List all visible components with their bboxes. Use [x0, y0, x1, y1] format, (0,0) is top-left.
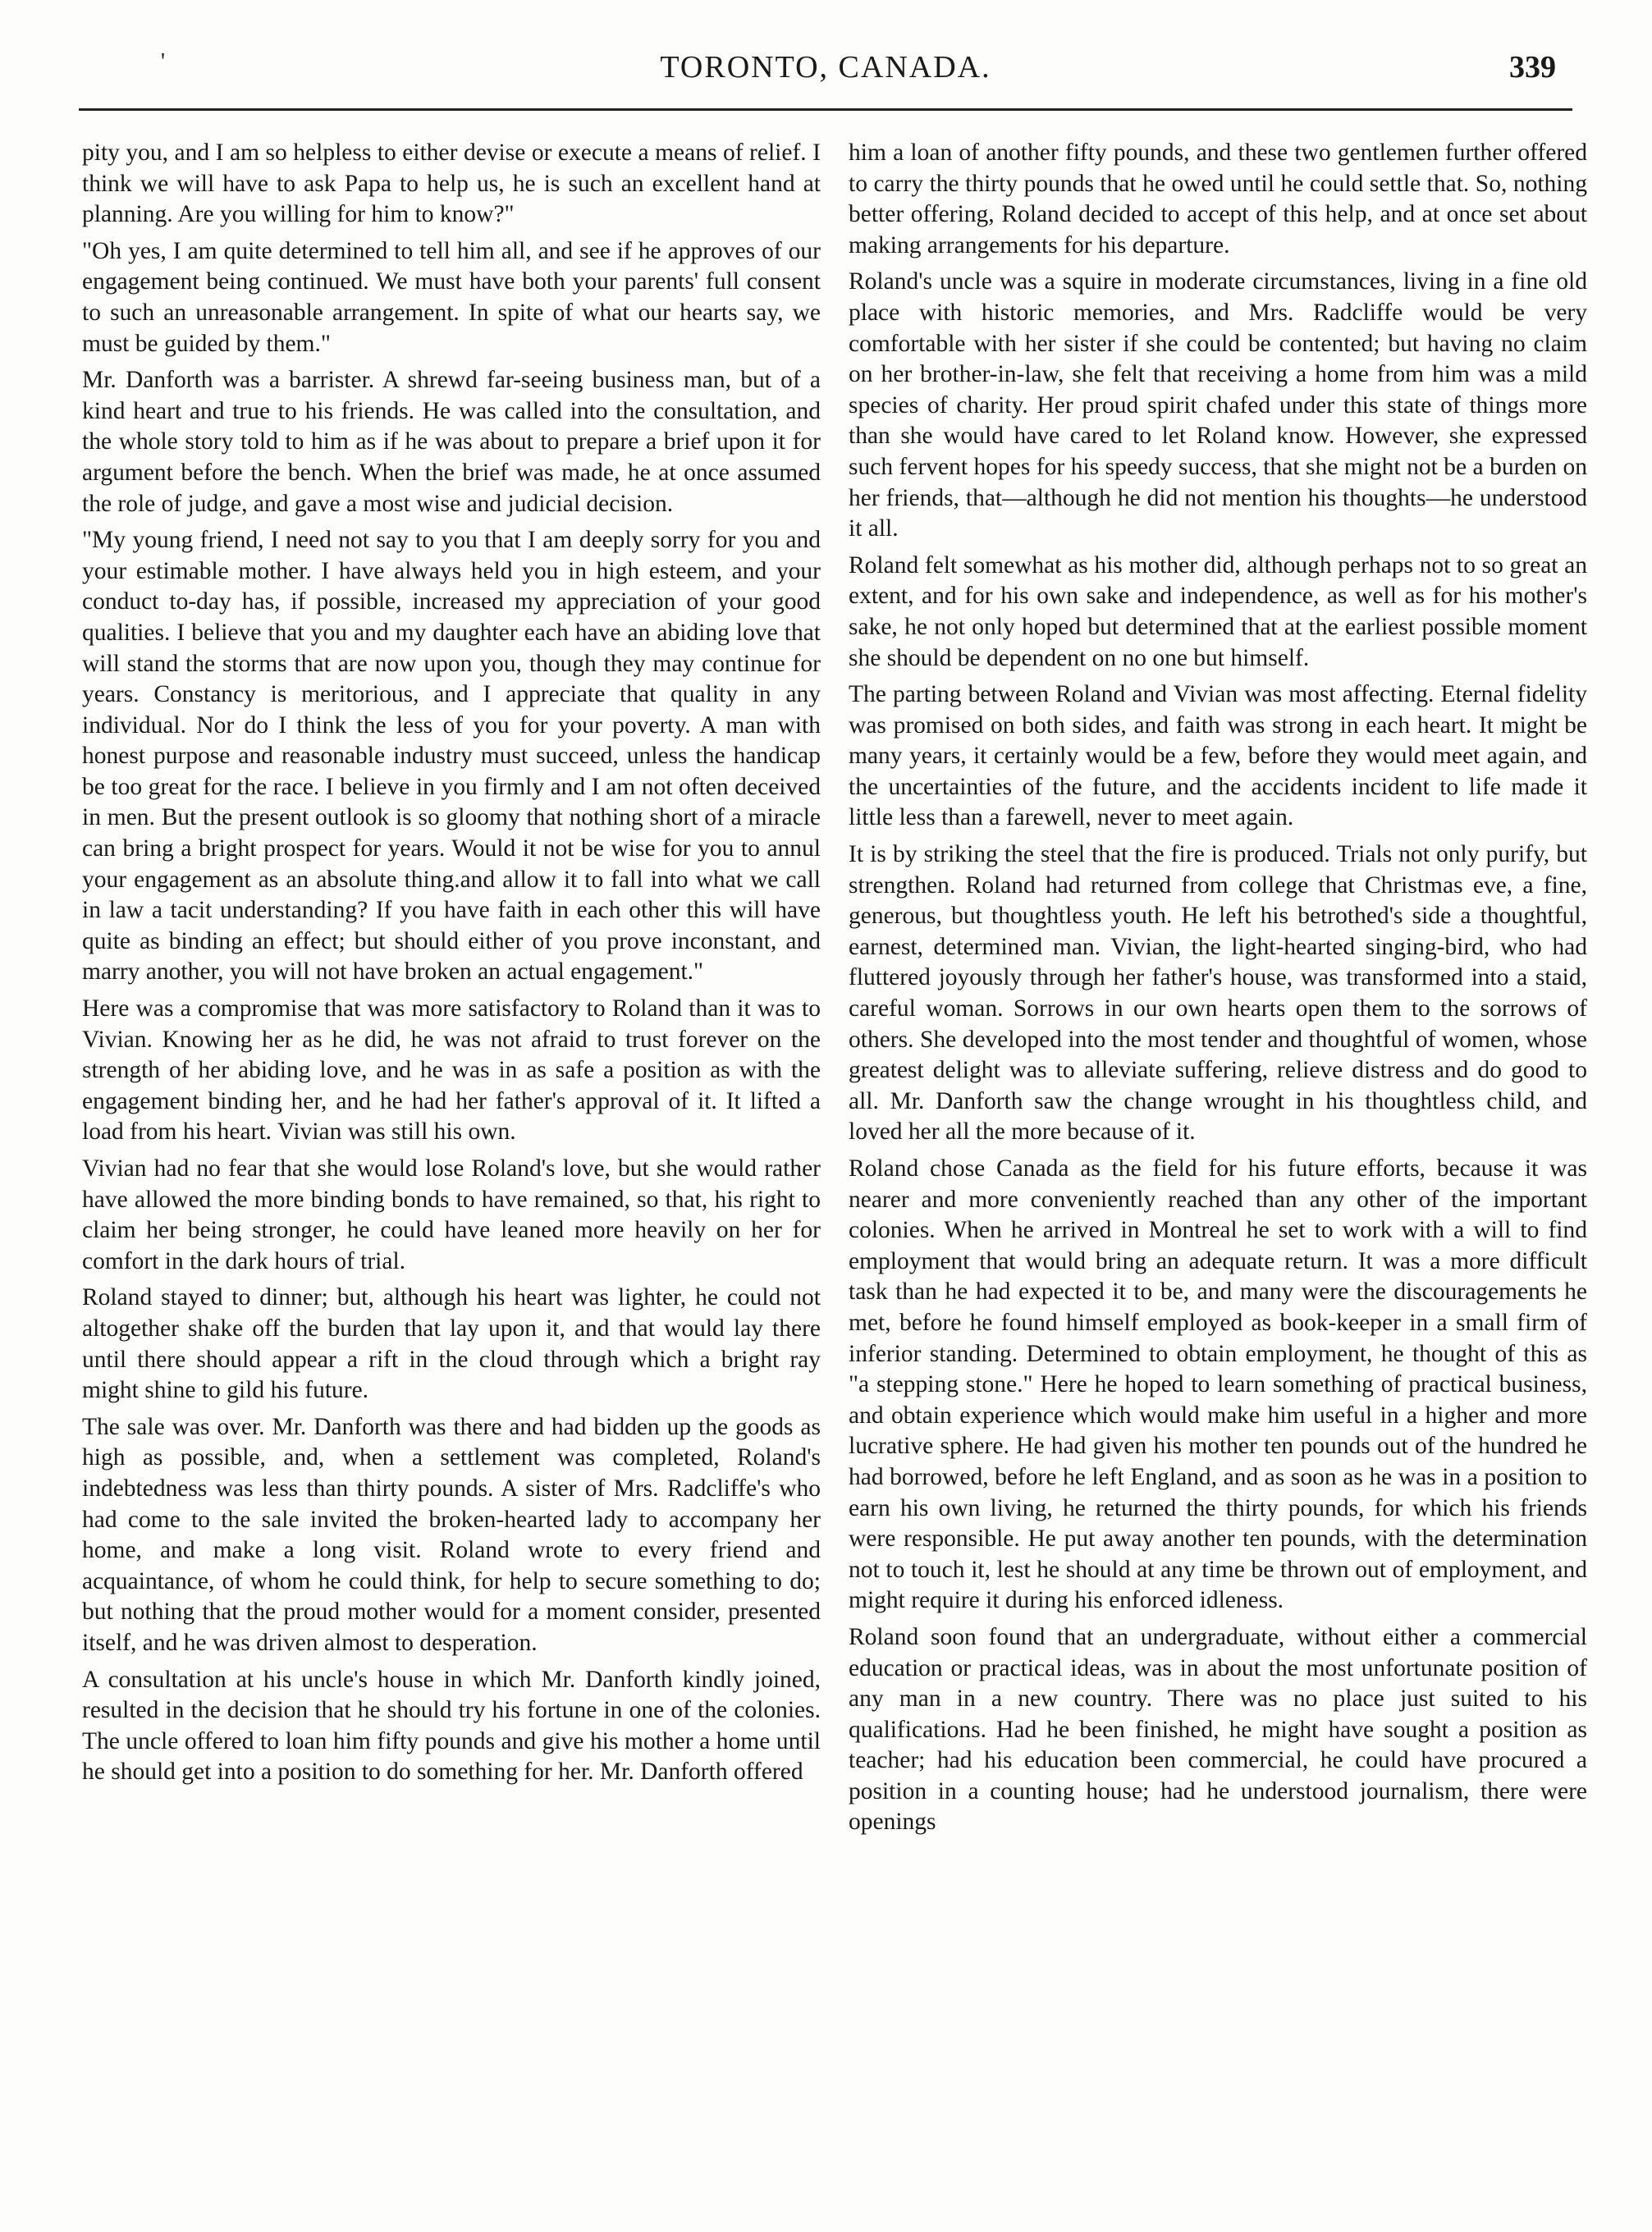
right-column	[849, 138, 1587, 1844]
paragraph: "My young friend, I need not say to you that I am deeply sorry for you and your estimable mother. I have always held you in high esteem, and your conduct to-day has, if possible, increased my appreciation of your good qualities. I believe that you and my daughter each have an abiding love that will stand the storms that are now upon you, though they may continue for years. Constancy is meritorious, and I appreciate that quality in any individual. Nor do I think the less of you for your poverty. A man with honest purpose and reasonable industry must succeed, unless the handicap be too great for the race. I believe in you firmly and I am not often deceived in men. But the present outlook is so gloomy that nothing short of a miracle can bring a bright prospect for years. Would it not be wise for you to annul your engagement as an absolute thing.and allow it to fall into what we call in law a tacit understanding? If you have faith in each other this will have quite as binding an effect; but should either of you prove inconstant, and marry another, you will not have broken an actual engagement."	[82, 527, 821, 986]
paragraph: "Oh yes, I am quite determined to tell him all, and see if he approves of our engagement being continued. We must have both your parents' full consent to such an unreasonable arrangement. In spite of what our hearts say, we must be guided by them."	[82, 237, 821, 357]
page-header	[79, 20, 1572, 111]
paragraph: The sale was over. Mr. Danforth was there and had bidden up the goods as high as possible, and, when a settlement was completed, Roland's indebtedness was less than thirty pounds. A sister of Mrs. Radcliffe's who had come to the sale invited the broken-hearted lady to accompany her home, and make a long visit. Roland wrote to every friend and acquaintance, of whom he could think, for help to secure something to do; but nothing that the proud mother would for a moment consider, presented itself, and he was driven almost to desperation.	[82, 1413, 821, 1656]
paragraph: The parting between Roland and Vivian was most affecting. Eternal fidelity was promised on both sides, and faith was strong in each heart. It might be many years, it certainly would be a few, before they would meet again, and the uncertainties of the future, and the accidents incident to life made it little less than a farewell, never to meet again.	[849, 681, 1587, 831]
paragraph: him a loan of another fifty pounds, and these two gentlemen further offered to carry the thirty pounds that he owed until he could settle that. So, nothing better offering, Roland decided to accept of this help, and at once set about making arrangements for his departure.	[849, 140, 1587, 258]
paragraph: Roland felt somewhat as his mother did, although perhaps not to so great an extent, and for his own sake and independence, as well as for his mother's sake, he not only hoped but determined that at the earliest possible moment she should be dependent on no one but himself.	[849, 551, 1587, 671]
paragraph: A consultation at his uncle's house in which Mr. Danforth kindly joined, resulted in the decision that he should try his fortune in one of the colonies. The uncle offered to loan him fifty pounds and give his mother a home until he should get into a position to do something for her. Mr. Danforth offered	[82, 1666, 821, 1786]
paragraph: Mr. Danforth was a barrister. A shrewd far-seeing business man, but of a kind heart and true to his friends. He was called into the consultation, and the whole story told to him as if he was about to prepare a brief upon it for argument before the bench. When the brief was made, he at once assumed the role of judge, and gave a most wise and judicial decision.	[82, 367, 821, 517]
paragraph: pity you, and I am so helpless to either devise or execute a means of relief. I think we will have to ask Papa to help us, he is such an excellent hand at planning. Are you willing for him to know?"	[82, 140, 821, 228]
paragraph: Roland chose Canada as the field for his future efforts, because it was nearer and more conveniently reached than any other of the important colonies. When he arrived in Montreal he set to work with a will to find employment that would bring an adequate return. It was a more difficult task than he had expected it to be, and many were the discouragements he met, before he found himself employed as book-keeper in a small firm of inferior standing. Determined to obtain employment, he thought of this as "a stepping stone." Here he hoped to learn something of practical business, and obtain experience which would make him useful in a higher and more lucrative sphere. He had given his mother ten pounds out of the hundred he had borrowed, before he left England, and as soon as he was in a position to earn his own living, he returned the thirty pounds, for which his friends were responsible. He put away another ten pounds, with the determination not to touch it, lest he should at any time be thrown out of employment, and might require it during his enforced idleness.	[849, 1155, 1587, 1614]
left-column	[82, 138, 821, 1794]
paragraph: Vivian had no fear that she would lose Roland's love, but she would rather have allowed the more binding bonds to have remained, so that, his right to claim her being stronger, he could have leaned more heavily on her for comfort in the dark hours of trial.	[82, 1155, 821, 1274]
paragraph: Roland stayed to dinner; but, although his heart was lighter, he could not altogether shake off the burden that lay upon it, and that would lay there until there should appear a rift in the cloud through which a bright ray might shine to gild his future.	[82, 1284, 821, 1404]
page-number: 339	[1509, 50, 1556, 85]
header-mark: '	[161, 49, 166, 75]
paragraph: Roland's uncle was a squire in moderate circumstances, living in a fine old place with historic memories, and Mrs. Radcliffe would be very comfortable with her sister if she could be contented; but having no claim on her brother-in-law, she felt that receiving a home from him was a mild species of charity. Her proud spirit chafed under this state of things more than she would have cared to let Roland know. However, she expressed such fervent hopes for his speedy success, that she might not be a burden on her friends, that—although he did not mention his thoughts—he understood it all.	[849, 268, 1587, 542]
paragraph: It is by striking the steel that the fire is produced. Trials not only purify, but strengthen. Roland had returned from college that Christmas eve, a fine, generous, but thoughtless youth. He left his betrothed's side a thoughtful, earnest, determined man. Vivian, the light-hearted singing-bird, who had fluttered joyously through her father's house, was transformed into a staid, careful woman. Sorrows in our own hearts open them to the sorrows of others. She developed into the most tender and thoughtful of women, whose greatest delight was to alleviate suffering, relieve distress and do good to all. Mr. Danforth saw the change wrought in his thoughtless child, and loved her all the more because of it.	[849, 841, 1587, 1146]
paragraph: Here was a compromise that was more satisfactory to Roland than it was to Vivian. Knowing her as he did, he was not afraid to trust forever on the strength of her abiding love, and he was in as safe a position as with the engagement binding her, and he had her father's approval of it. It lifted a load from his heart. Vivian was still his own.	[82, 995, 821, 1146]
running-title: TORONTO, CANADA.	[660, 50, 991, 85]
paragraph: Roland soon found that an undergraduate, without either a commercial education or practical ideas, was in about the most unfortunate position of any man in a new country. There was no place just suited to his qualifications. Had he been finished, he might have sought a position as teacher; had his education been commercial, he could have procured a position in a counting house; had he understood journalism, there were openings	[849, 1623, 1587, 1836]
